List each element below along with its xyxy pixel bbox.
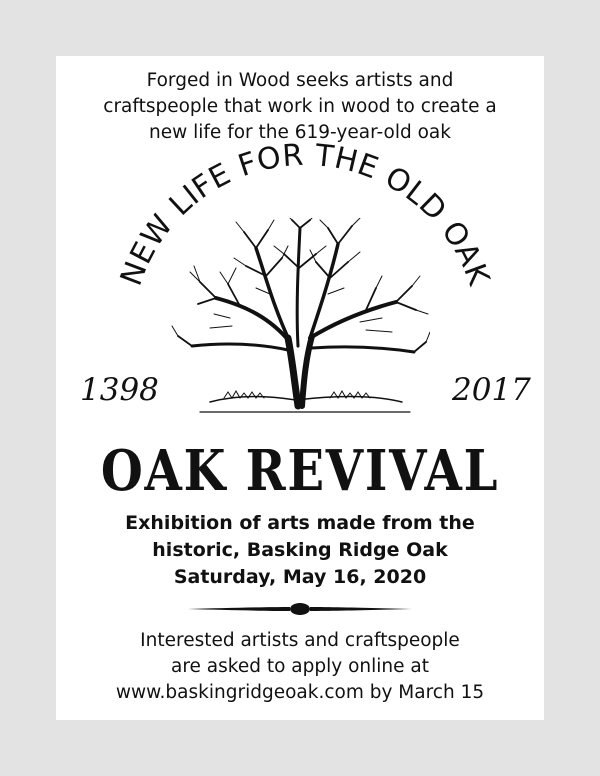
event-details: [0, 510, 600, 591]
arc-title-text: NEW LIFE FOR THE OLD OAK: [113, 137, 497, 291]
cta-line-2: are asked to apply online at: [171, 656, 429, 677]
divider-icon: [186, 601, 414, 617]
details-line-2: historic, Basking Ridge Oak: [152, 539, 448, 561]
intro-line-2: craftspeople that work in wood to create a: [103, 96, 497, 117]
start-year: 1398: [80, 372, 159, 408]
oak-tree-icon: [170, 218, 430, 418]
intro-line-1: Forged in Wood seeks artists and: [146, 70, 454, 91]
end-year: 2017: [452, 372, 531, 408]
cta-line-1: Interested artists and craftspeople: [140, 630, 460, 651]
details-line-3: Saturday, May 16, 2020: [173, 566, 427, 588]
headline: OAK REVIVAL: [100, 438, 500, 504]
call-to-action: [0, 628, 600, 706]
intro-line-3: new life for the 619-year-old oak: [149, 122, 451, 143]
cta-line-3: www.baskingridgeoak.com by March 15: [115, 682, 485, 703]
details-line-1: Exhibition of arts made from the: [125, 512, 475, 534]
